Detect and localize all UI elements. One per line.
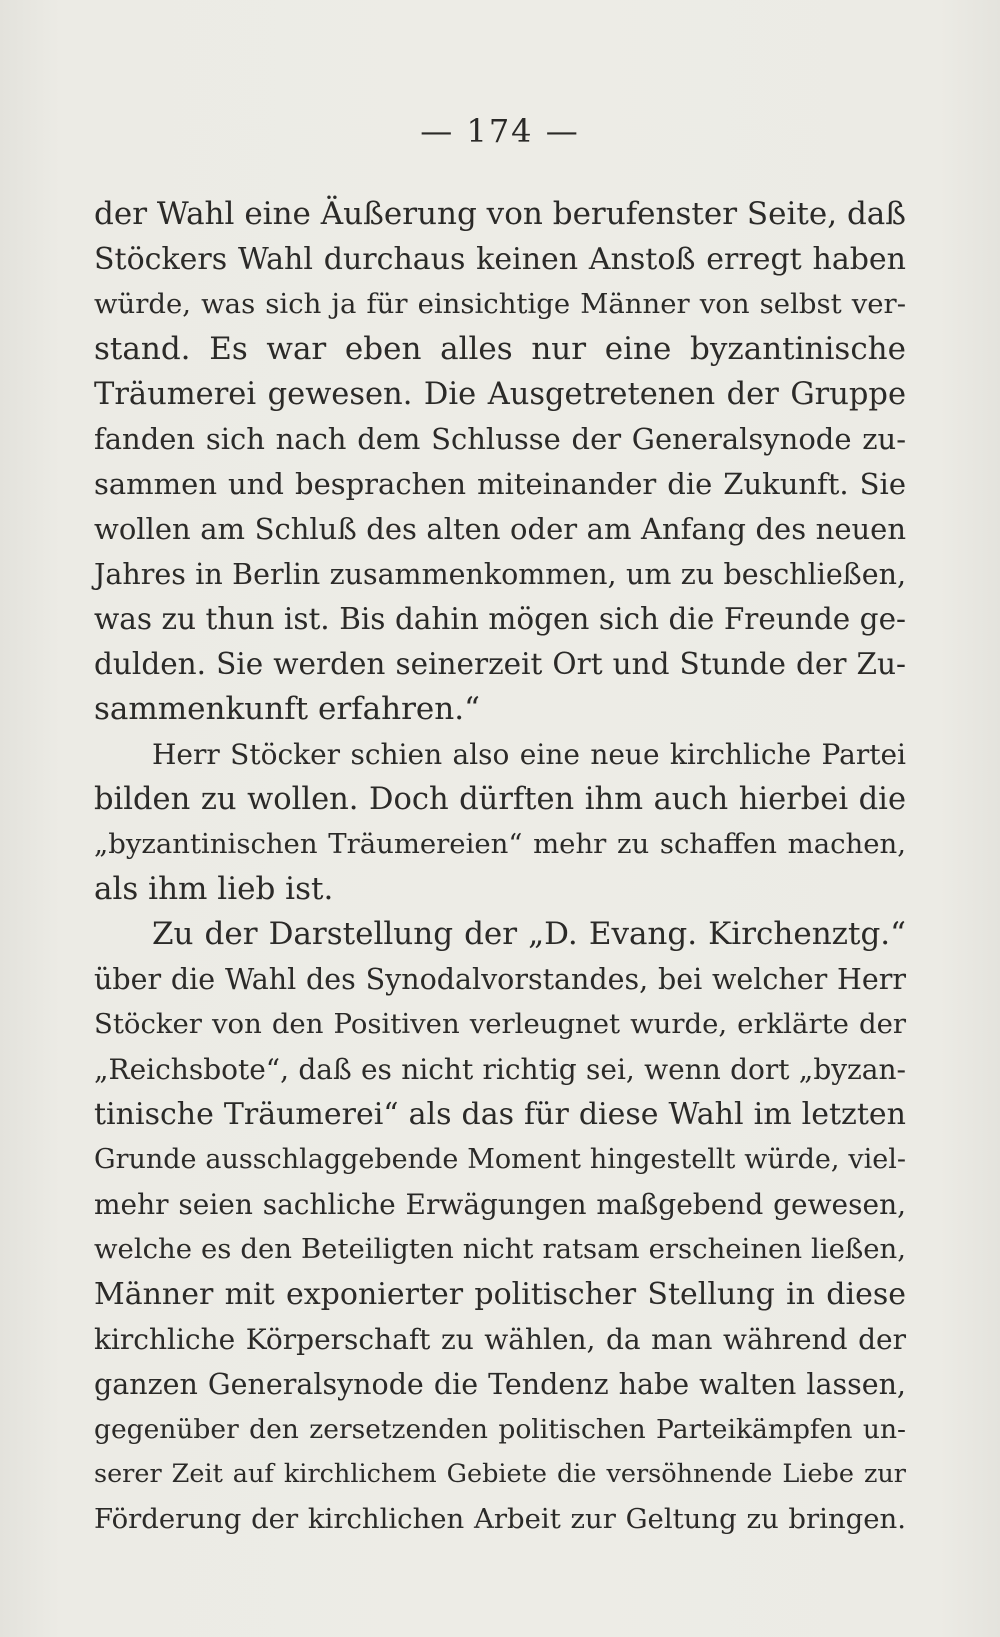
text-line: serer Zeit auf kirchlichem Gebiete die versöhnende Liebe zur: [94, 1459, 906, 1489]
text-line: sammen und besprachen miteinander die Zukunft. Sie: [94, 467, 906, 501]
text-line: würde, was sich ja für einsichtige Männer von selbst ver-: [94, 288, 906, 320]
text-line: Zu der Darstellung der „D. Evang. Kirchenztg.“: [152, 916, 906, 952]
text-line: Träumerei gewesen. Die Ausgetretenen der Gruppe: [94, 377, 906, 412]
text-line: Förderung der kirchlichen Arbeit zur Geltung zu bringen.: [94, 1503, 906, 1535]
text-line: welche es den Beteiligten nicht ratsam erscheinen ließen,: [94, 1233, 906, 1265]
text-line: „Reichsbote“, daß es nicht richtig sei, wenn dort „byzan-: [94, 1053, 906, 1086]
text-line: wollen am Schluß des alten oder am Anfang des neuen: [94, 512, 906, 546]
text-line: tinische Träumerei“ als das für diese Wahl im letzten: [94, 1097, 906, 1132]
text-line: dulden. Sie werden seinerzeit Ort und Stunde der Zu-: [94, 647, 906, 681]
text-line: Stöckers Wahl durchaus keinen Anstoß erregt haben: [94, 242, 906, 277]
text-line: bilden zu wollen. Doch dürften ihm auch hierbei die: [94, 782, 906, 817]
page-number: — 174 —: [420, 112, 580, 150]
text-line: „byzantinischen Träumereien“ mehr zu schaffen machen,: [94, 828, 906, 860]
text-line: stand. Es war eben alles nur eine byzantinische: [94, 331, 906, 367]
text-line: was zu thun ist. Bis dahin mögen sich die Freunde ge-: [94, 602, 906, 636]
text-line: als ihm lieb ist.: [94, 871, 334, 907]
text-line: gegenüber den zersetzenden politischen Parteikämpfen un-: [94, 1414, 906, 1445]
text-line: kirchliche Körperschaft zu wählen, da man während der: [94, 1323, 906, 1356]
text-line: fanden sich nach dem Schlusse der Generalsynode zu-: [94, 422, 906, 456]
text-line: ganzen Generalsynode die Tendenz habe walten lassen,: [94, 1368, 906, 1401]
text-line: Herr Stöcker schien also eine neue kirchliche Partei: [152, 738, 906, 771]
body-text: [94, 192, 906, 1542]
text-line: der Wahl eine Äußerung von berufenster Seite, daß: [94, 196, 906, 232]
text-line: über die Wahl des Synodalvorstandes, bei welcher Herr: [94, 963, 906, 996]
text-line: sammenkunft erfahren.“: [94, 691, 480, 727]
text-line: Jahres in Berlin zusammenkommen, um zu beschließen,: [94, 558, 906, 591]
text-line: Männer mit exponierter politischer Stellung in diese: [94, 1277, 906, 1312]
text-line: Grunde ausschlaggebende Moment hingestellt würde, viel-: [94, 1144, 906, 1175]
text-line: mehr seien sachliche Erwägungen maßgebend gewesen,: [94, 1188, 906, 1221]
text-line: Stöcker von den Positiven verleugnet wurde, erklärte der: [94, 1008, 906, 1040]
